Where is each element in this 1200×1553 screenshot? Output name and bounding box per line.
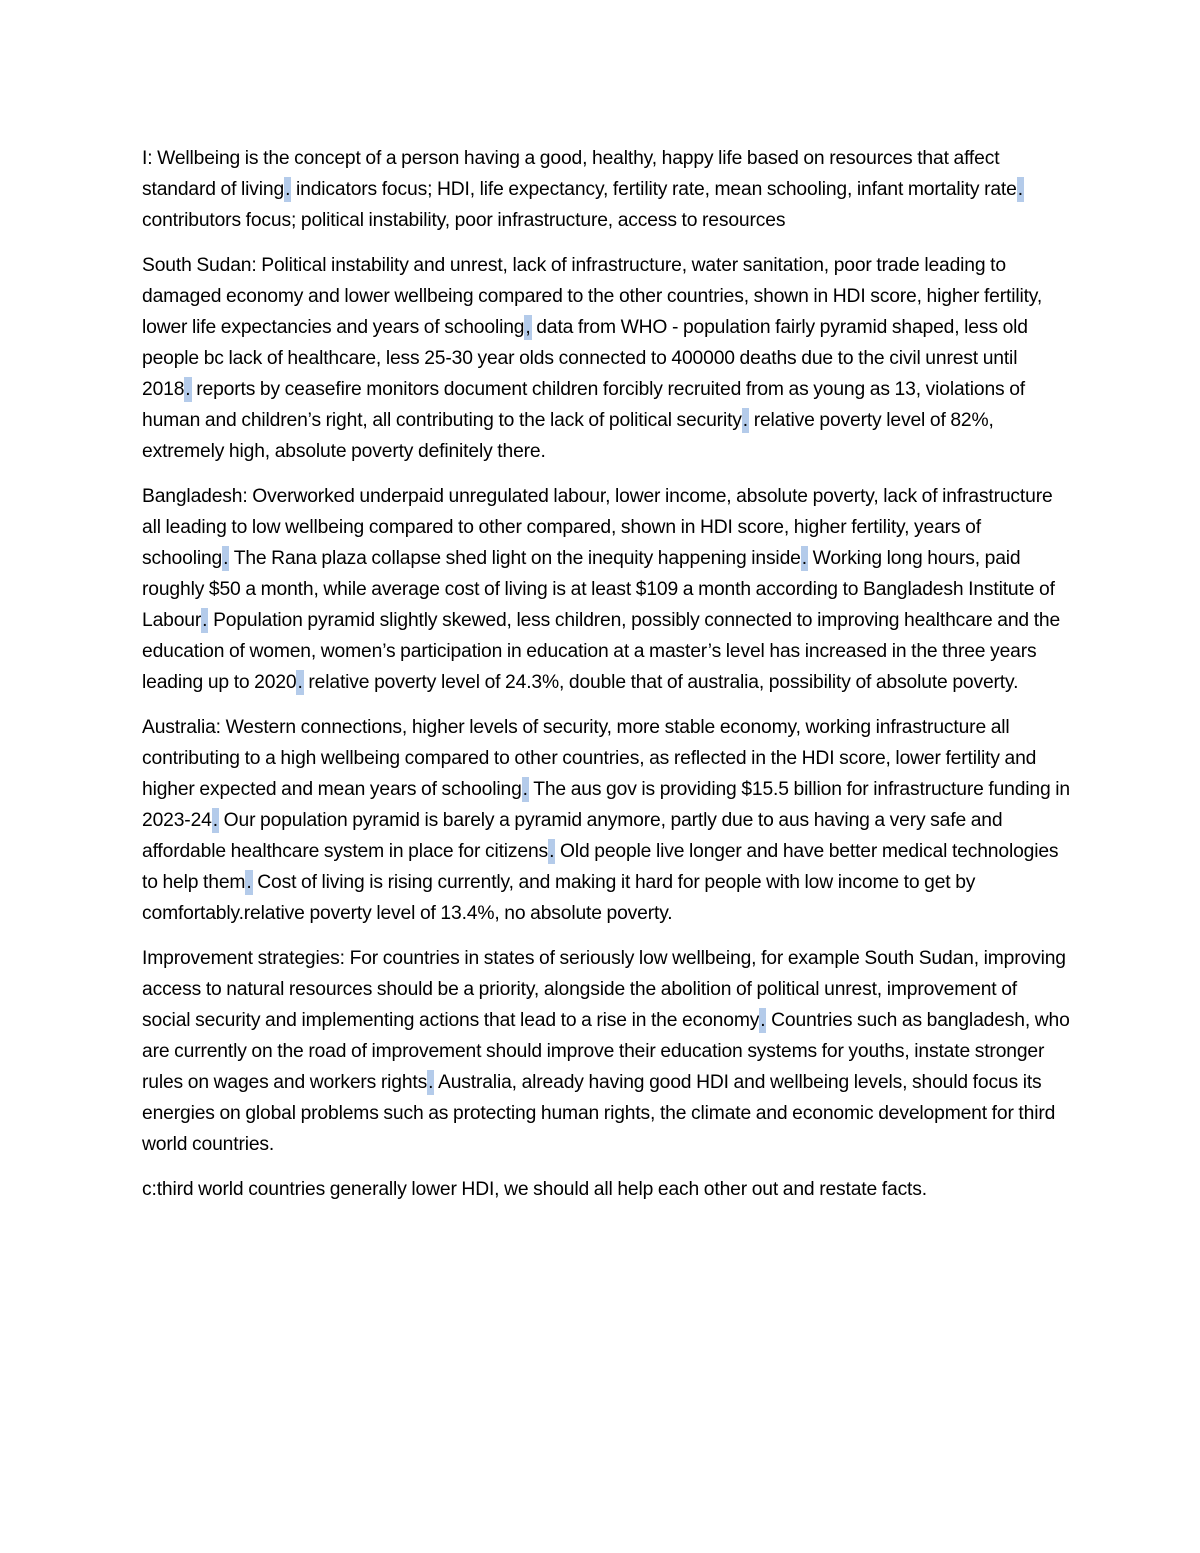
paragraph	[142, 943, 1070, 1160]
highlighted-punctuation: .	[801, 548, 807, 569]
text-segment: Bangladesh: Overworked underpaid unregulated labour, lower income, absolute poverty, lack of infrastructure all leading to low wellbeing compared to other compared, shown in HDI score, higher fertility, years of schooling	[142, 486, 1053, 569]
text-segment: c:third world countries generally lower HDI, we should all help each other out and restate facts.	[142, 1179, 927, 1200]
text-segment: The aus gov is providing $15.5 billion for infrastructure funding in 2023-24	[142, 779, 1070, 831]
highlighted-punctuation: .	[202, 610, 208, 631]
text-segment: I: Wellbeing is the concept of a person having a good, healthy, happy life based on resources that affect standard of living	[142, 148, 1000, 200]
highlighted-punctuation: .	[223, 548, 229, 569]
highlighted-punctuation: .	[549, 841, 555, 862]
text-segment: Old people live longer and have better medical technologies to help them	[142, 841, 1059, 893]
highlighted-punctuation: .	[742, 410, 748, 431]
text-segment: Our population pyramid is barely a pyramid anymore, partly due to aus having a very safe and affordable healthcare system in place for citizens	[142, 810, 1003, 862]
text-segment: Working long hours, paid roughly $50 a month, while average cost of living is at least $109 a month according to Bangladesh Institute of Labour	[142, 548, 1055, 631]
highlighted-punctuation: .	[428, 1072, 434, 1093]
text-segment: Improvement strategies: For countries in states of seriously low wellbeing, for example South Sudan, improving access to natural resources should be a priority, alongside the abolition of political unrest, improvement of social security and implementing actions that lead to a rise in the economy	[142, 948, 1066, 1031]
highlighted-punctuation: .	[760, 1010, 766, 1031]
highlighted-punctuation: .	[522, 779, 528, 800]
text-segment: data from WHO - population fairly pyramid shaped, less old people bc lack of healthcare, less 25-30 year olds connected to 400000 deaths due to the civil unrest until 2018	[142, 317, 1028, 400]
highlighted-punctuation: .	[185, 379, 191, 400]
document-body	[142, 143, 1070, 1205]
highlighted-punctuation: .	[297, 672, 303, 693]
highlighted-punctuation: .	[285, 179, 291, 200]
text-segment: Population pyramid slightly skewed, less children, possibly connected to improving healthcare and the education of women, women’s participation in education at a master’s level has increased in the three years leading up to 2020	[142, 610, 1061, 693]
text-segment: indicators focus; HDI, life expectancy, fertility rate, mean schooling, infant mortality rate	[291, 179, 1017, 200]
paragraph	[142, 481, 1070, 698]
text-segment: relative poverty level of 82%, extremely high, absolute poverty definitely there.	[142, 410, 994, 462]
text-segment: The Rana plaza collapse shed light on the inequity happening inside	[229, 548, 801, 569]
text-segment: Cost of living is rising currently, and making it hard for people with low income to get by comfortably.relative poverty level of 13.4%, no absolute poverty.	[142, 872, 976, 924]
paragraph	[142, 250, 1070, 467]
paragraph	[142, 143, 1070, 236]
highlighted-punctuation: .	[212, 810, 218, 831]
text-segment: reports by ceasefire monitors document children forcibly recruited from as young as 13, violations of human and children’s right, all contributing to the lack of political security	[142, 379, 1025, 431]
highlighted-punctuation: .	[1017, 179, 1023, 200]
text-segment: relative poverty level of 24.3%, double that of australia, possibility of absolute poverty.	[303, 672, 1019, 693]
text-segment: Countries such as bangladesh, who are currently on the road of improvement should improve their education systems for youths, instate stronger rules on wages and workers rights	[142, 1010, 1070, 1093]
text-segment: Australia, already having good HDI and wellbeing levels, should focus its energies on global problems such as protecting human rights, the climate and economic development for third world countries.	[142, 1072, 1056, 1155]
text-segment: contributors focus; political instability, poor infrastructure, access to resources	[142, 210, 786, 231]
highlighted-punctuation: .	[246, 872, 252, 893]
paragraph	[142, 1174, 1070, 1205]
paragraph	[142, 712, 1070, 929]
highlighted-punctuation: ,	[525, 317, 531, 338]
text-segment: Australia: Western connections, higher levels of security, more stable economy, working infrastructure all contributing to a high wellbeing compared to other countries, as reflected in the HDI score, lower fertility and higher expected and mean years of schooling	[142, 717, 1037, 800]
text-segment: South Sudan: Political instability and unrest, lack of infrastructure, water sanitation, poor trade leading to damaged economy and lower wellbeing compared to the other countries, shown in HDI score, higher fertility, lower life expectancies and years of schooling	[142, 255, 1043, 338]
